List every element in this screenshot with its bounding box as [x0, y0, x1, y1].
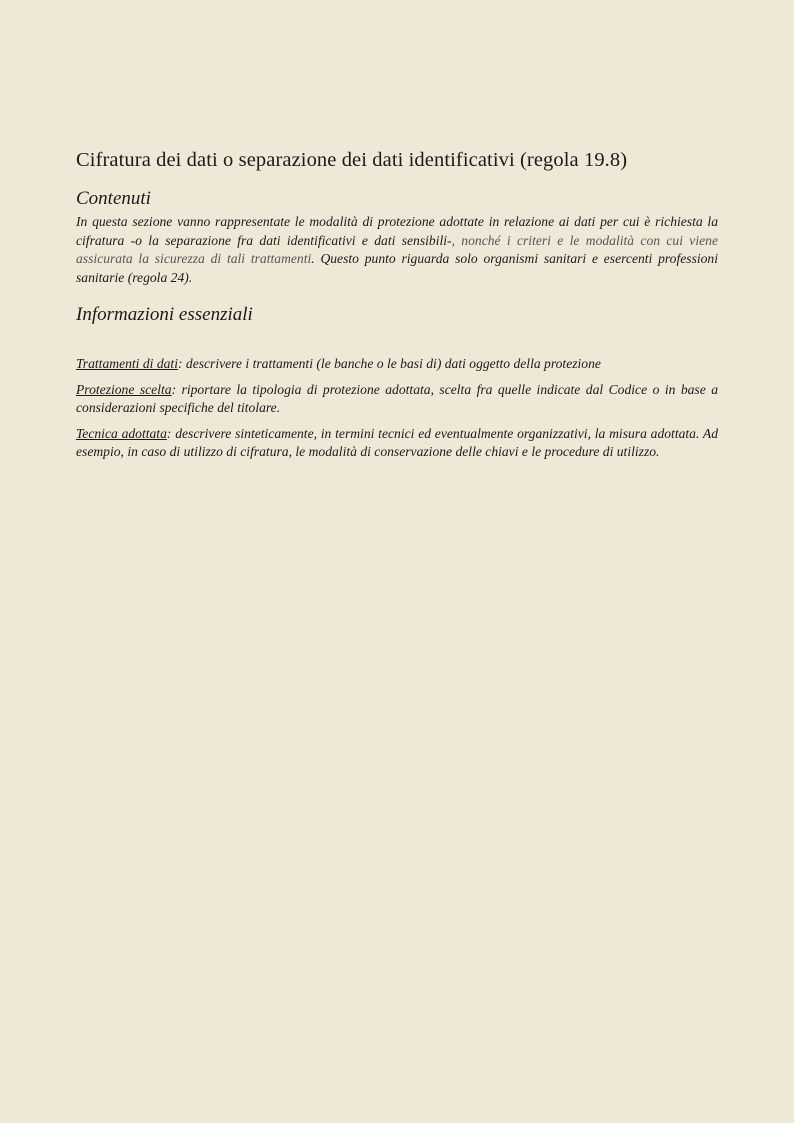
item-description: : riportare la tipologia di protezione adottata, scelta fra quelle indicate dal Codice o in base a considerazioni specifiche del titolare. — [76, 381, 719, 415]
item-description: : descrivere sinteticamente, in termini tecnici ed eventualmente organizzativi, la misura adottata. Ad esempio, in caso di utilizzo di cifratura, le modalità di conservazione delle chiavi e le procedure di utilizzo. — [76, 425, 719, 459]
section-title: Cifratura dei dati o separazione dei dati identificativi (regola 19.8) — [76, 149, 628, 171]
contenuti-text-a: In questa sezione vanno rappresentate le modalità di protezione adottate in relazione ai dati per cui è richiesta la cifratura -o la separazione fra dati identificativi e dati sensibili- — [76, 214, 718, 248]
item-term: Protezione scelta — [76, 381, 172, 397]
item-term: Tecnica adottata — [76, 425, 167, 441]
item-term: Trattamenti di dati — [76, 356, 178, 371]
list-item — [76, 355, 718, 374]
item-description: : descrivere i trattamenti (le banche o le basi di) dati oggetto della protezione — [177, 356, 601, 371]
contenuti-text-b: , nonché i criteri e le modalità con cui viene assicurata la sicurezza di tali trattamenti — [76, 232, 718, 266]
contenuti-paragraph — [76, 213, 718, 287]
contenuti-text-c: . Questo punto riguarda solo organismi sanitari e esercenti professioni sanitarie (regola 24). — [76, 251, 719, 285]
list-item — [76, 381, 718, 418]
informazioni-heading: Informazioni essenziali — [76, 304, 253, 325]
document-page — [76, 148, 718, 469]
list-item — [76, 425, 718, 462]
contenuti-heading: Contenuti — [76, 188, 151, 209]
informazioni-list — [76, 355, 718, 462]
